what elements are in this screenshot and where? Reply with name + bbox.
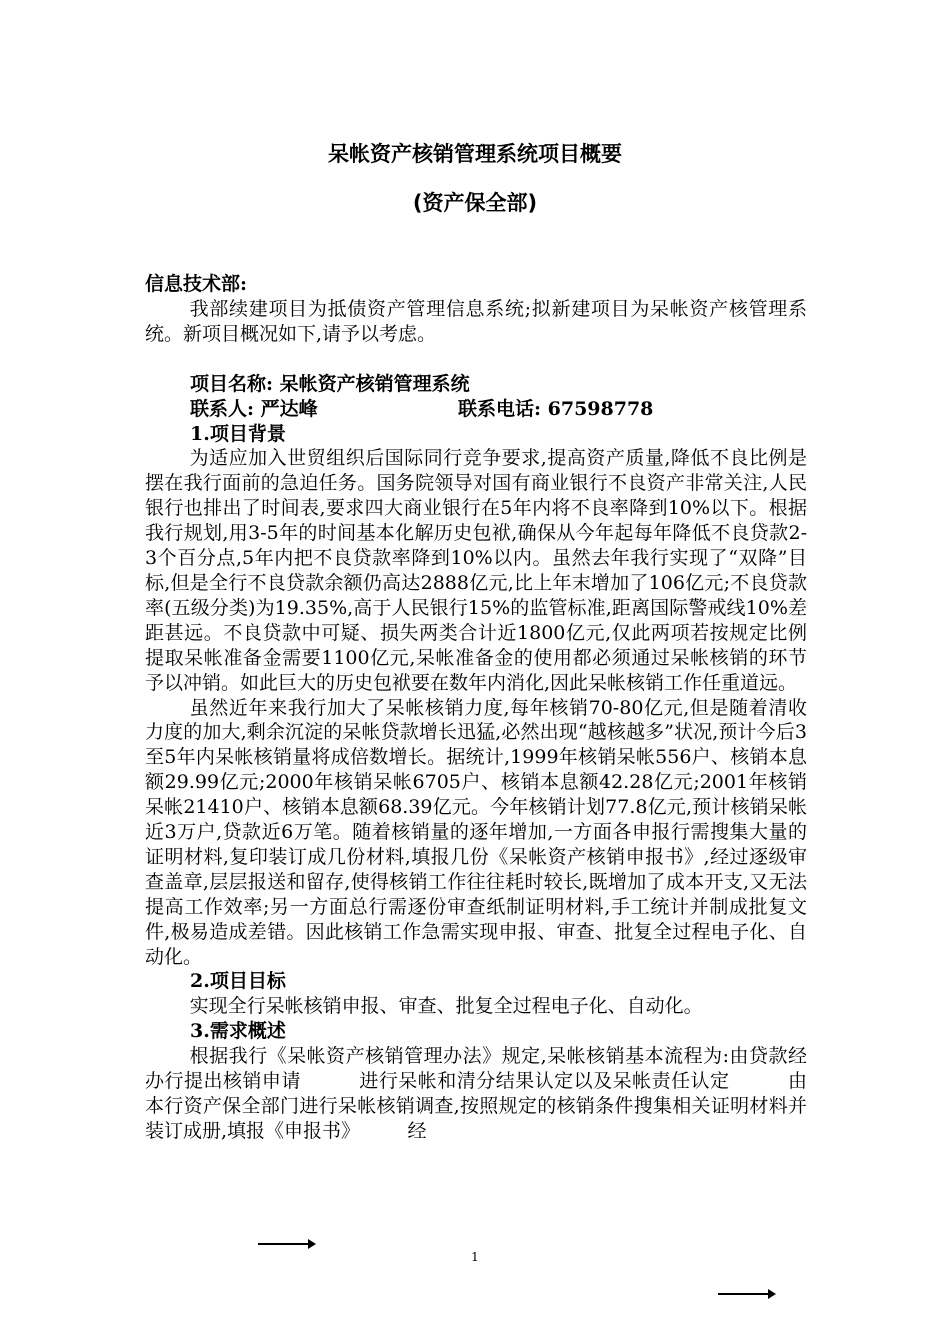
section-3-title: 3.需求概述 xyxy=(190,1020,286,1043)
project-name: 项目名称: 呆帐资产核销管理系统 xyxy=(190,372,470,395)
addressee: 信息技术部: xyxy=(145,273,248,295)
contact-person: 联系人: 严达峰 xyxy=(190,397,318,420)
contact-line xyxy=(145,397,807,422)
document-subtitle: (资产保全部) xyxy=(412,191,538,215)
section-1-paragraph-2: 虽然近年来我行加大了呆帐核销力度,每年核销70-80亿元,但是随着清收力度的加大,剩余沉淀的呆帐贷款增长迅猛,必然出现“越核越多”状况,预计今后3至5年内呆帐核销量将成倍数增长。据统计,1999年核销呆帐556户、核销本息额29.99亿元;2000年核销呆帐6705户、核销本息额42.28亿元;2001年核销呆帐21410户、核销本息额68.39亿元。今年核销计划77.8亿元,预计核销呆帐近3万户,贷款近6万笔。随着核销量的逐年增加,一方面各申报行需搜集大量的证明材料,复印装订成几份材料,填报几份《呆帐资产核销申报书》,经过逐级审查盖章,层层报送和留存,使得核销工作往往耗时较长,既增加了成本开支,又无法提高工作效率;另一方面总行需逐份审查纸制证明材料,手工统计并制成批复文件,极易造成差错。因此核销工作急需实现申报、审查、批复全过程电子化、自动化。 xyxy=(145,696,807,968)
contact-phone: 联系电话: 67598778 xyxy=(458,397,654,420)
flow-arrow-1 xyxy=(258,1243,310,1245)
section-2-title: 2.项目目标 xyxy=(190,970,286,993)
section-2-paragraph: 实现全行呆帐核销申报、审查、批复全过程电子化、自动化。 xyxy=(189,995,703,1018)
section-1-paragraph-1: 为适应加入世贸组织后国际同行竞争要求,提高资产质量,降低不良比例是摆在我行面前的急迫任务。国务院领导对国有商业银行不良资产非常关注,人民银行也排出了时间表,要求四大商业银行在5年内将不良率降到10%以下。根据我行规划,用3-5年的时间基本化解历史包袱,确保从今年起每年降低不良贷款2-3个百分点,5年内把不良贷款率降到10%以内。虽然去年我行实现了“双降”目标,但是全行不良贷款余额仍高达2888亿元,比上年末增加了106亿元;不良贷款率(五级分类)为19.35%,高于人民银行15%的监管标准,距离国际警戒线10%差距甚远。不良贷款中可疑、损失两类合计近1800亿元,仅此两项若按规定比例提取呆帐准备金需要1100亿元,呆帐准备金的使用都必须通过呆帐核销的环节予以冲销。如此巨大的历史包袱要在数年内消化,因此呆帐核销工作任重道远。 xyxy=(145,447,807,694)
intro-paragraph: 我部续建项目为抵债资产管理信息系统;拟新建项目为呆帐资产核管理系统。新项目概况如下,请予以考虑。 xyxy=(145,297,807,345)
section-3-paragraph: 根据我行《呆帐资产核销管理办法》规定,呆帐核销基本流程为:由贷款经办行提出核销申请 进行呆帐和清分结果认定以及呆帐责任认定 由本行资产保全部门进行呆帐核销调查,按照规定的核销条件搜集相关证明材料并装订成册,填报《申报书》 经 xyxy=(145,1045,807,1142)
section-1-title: 1.项目背景 xyxy=(190,422,286,445)
document-title: 呆帐资产核销管理系统项目概要 xyxy=(328,142,622,166)
page-number: 1 xyxy=(471,1250,479,1264)
flow-arrow-2 xyxy=(718,1293,770,1295)
document-body xyxy=(145,272,807,1144)
